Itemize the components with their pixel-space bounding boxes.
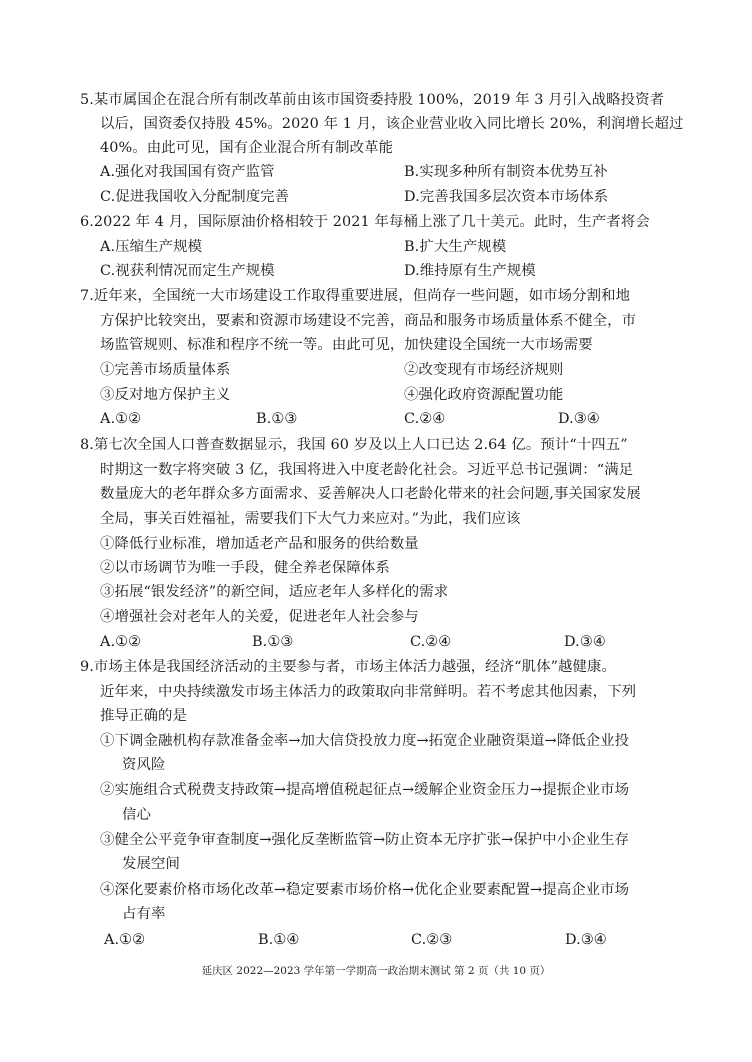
q5-option-a: A.强化对我国国有资产监管 [100,164,275,180]
q5-option-c: C.促进我国收入分配制度完善 [100,189,290,205]
q9-statement-3: ③健全公平竞争审查制度→强化反垄断监管→防止资本无序扩张→保护中小企业生存 [100,832,630,848]
q5-stem-line-2: 以后，国资委仅持股 45%。2020 年 1 月，该企业营业收入同比增长 20%，利润增长超过 [100,116,684,132]
q6-option-c: C.视获利情况而定生产规模 [100,263,275,279]
q7-choice-d: D.③④ [558,411,600,427]
q7-statement-3: ③反对地方保护主义 [100,387,231,403]
q6-stem-line-1: 6.2022 年 4 月，国际原油价格相较于 2021 年每桶上涨了几十美元。此时，生产者将会 [80,214,650,230]
q8-choice-c: C.②④ [410,634,452,650]
q7-stem-line-2: 方保护比较突出，要素和资源市场建设不完善，商品和服务市场质量体系不健全，市 [100,313,637,329]
q6-option-b: B.扩大生产规模 [404,239,507,255]
q7-stem-line-3: 场监管规则、标准和程序不统一等。由此可见，加快建设全国统一大市场需要 [100,337,593,353]
q8-statement-4: ④增强社会对老年人的关爱，促进老年人社会参与 [100,609,419,625]
q9-statement-3-cont: 发展空间 [122,856,180,872]
q9-choice-b: B.①④ [258,932,300,948]
q9-statement-1: ①下调金融机构存款准备金率→加大信贷投放力度→拓宽企业融资渠道→降低企业投 [100,733,630,749]
q7-statement-2: ②改变现有市场经济规则 [404,362,564,378]
q5-stem-line-1: 5.某市属国企在混合所有制改革前由该市国资委持股 100%，2019 年 3 月引入战略投资者 [80,92,665,108]
q9-statement-2: ②实施组合式税费支持政策→提高增值税起征点→缓解企业资金压力→提振企业市场 [100,782,630,798]
q9-statement-1-cont: 资风险 [122,757,166,773]
q7-choice-c: C.②④ [404,411,446,427]
q8-choice-d: D.③④ [564,634,606,650]
q9-stem-line-1: 9.市场主体是我国经济活动的主要参与者，市场主体活力越强，经济“肌体”越健康。 [80,659,617,675]
q9-stem-line-3: 推导正确的是 [100,708,187,724]
q5-option-d: D.完善我国多层次资本市场体系 [404,189,609,205]
q7-statement-4: ④强化政府资源配置功能 [404,387,564,403]
q8-statement-1: ①降低行业标准，增加适老产品和服务的供给数量 [100,536,419,552]
q6-option-d: D.维持原有生产规模 [404,263,536,279]
q7-statement-1: ①完善市场质量体系 [100,362,231,378]
q9-statement-4-cont: 占有率 [122,906,166,922]
q8-stem-line-3: 数量庞大的老年群众多方面需求、妥善解决人口老龄化带来的社会问题,事关国家发展 [100,486,641,502]
q8-stem-line-2: 时期这一数字将突破 3 亿，我国将进入中度老龄化社会。习近平总书记强调：“满足 [100,462,634,478]
q7-stem-line-1: 7.近年来，全国统一大市场建设工作取得重要进展，但尚存一些问题，如市场分割和地 [80,288,631,304]
q9-statement-2-cont: 信心 [122,807,151,823]
q8-stem-line-1: 8.第七次全国人口普查数据显示，我国 60 岁及以上人口已达 2.64 亿。预计“十四五” [80,437,628,453]
q5-option-b: B.实现多种所有制资本优势互补 [404,164,608,180]
q9-choice-a: A.①② [104,932,146,948]
page-footer: 延庆区 2022—2023 学年第一学期高一政治期末测试 第 2 页（共 10 页） [201,965,551,977]
q9-stem-line-2: 近年来，中央持续激发市场主体活力的政策取向非常鲜明。若不考虑其他因素，下列 [100,684,637,700]
q9-choice-d: D.③④ [565,932,607,948]
q6-option-a: A.压缩生产规模 [100,239,203,255]
q8-stem-line-4: 全局，事关百姓福祉，需要我们下大气力来应对。”为此，我们应该 [100,511,521,527]
q8-statement-3: ③拓展“银发经济”的新空间，适应老年人多样化的需求 [100,584,449,600]
q7-choice-b: B.①③ [256,411,298,427]
q9-choice-c: C.②③ [411,932,453,948]
q5-stem-line-3: 40%。由此可见，国有企业混合所有制改革能 [100,140,394,156]
q8-choice-b: B.①③ [252,634,294,650]
q8-statement-2: ②以市场调节为唯一手段，健全养老保障体系 [100,560,390,576]
q7-choice-a: A.①② [100,411,142,427]
q8-choice-a: A.①② [100,634,142,650]
q9-statement-4: ④深化要素价格市场化改革→稳定要素市场价格→优化企业要素配置→提高企业市场 [100,882,630,898]
